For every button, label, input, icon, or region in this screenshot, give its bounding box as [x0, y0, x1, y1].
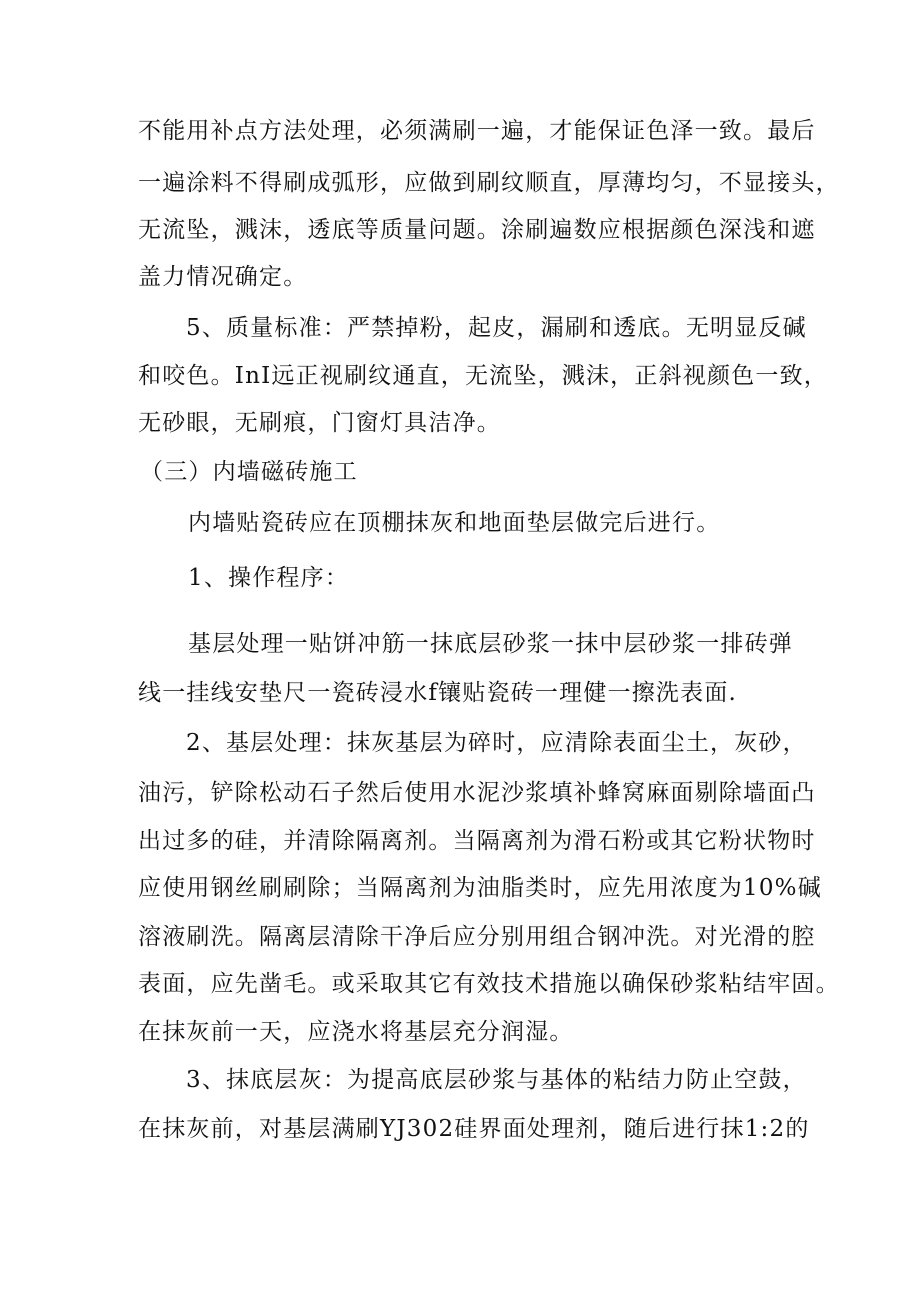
text-line: 内墙贴瓷砖应在顶棚抹灰和地面垫层做完后进行。: [188, 510, 721, 536]
text-line: 不能用补点方法处理，必须满刷一遍，才能保证色泽一致。最后: [138, 118, 816, 144]
text-line: 溶液刷洗。隔离层清除干净后应分别用组合钢冲洗。对光滑的腔: [138, 924, 816, 950]
text-line: 基层处理一贴饼冲筋一抹底层砂浆一抹中层砂浆一排砖弹: [188, 631, 793, 657]
text-line: 应使用钢丝刷刷除；当隔离剂为油脂类时，应先用浓度为10%碱: [138, 875, 822, 901]
text-line: 油污，铲除松动石子然后使用水泥沙浆填补蜂窝麻面剔除墙面凸: [138, 780, 816, 806]
text-line: 一遍涂料不得刷成弧形，应做到刷纹顺直，厚薄均匀，不显接头，: [138, 170, 840, 196]
subheading: 1、操作程序：: [188, 565, 350, 591]
text-line: 表面，应先凿毛。或采取其它有效技术措施以确保砂浆粘结牢固。: [138, 971, 840, 997]
text-line: 在抹灰前，对基层满刷YJ302硅界面处理剂，随后进行抹1:2的: [138, 1116, 810, 1142]
section-heading: （三）内墙磁砖施工: [140, 459, 358, 485]
text-line: 无砂眼，无刷痕，门窗灯具洁净。: [138, 410, 501, 436]
text-line: 3、抹底层灰：为提高底层砂浆与基体的粘结力防止空鼓，: [186, 1067, 807, 1093]
text-line: 2、基层处理：抹灰基层为碎时，应清除表面尘土，灰砂，: [186, 730, 807, 756]
text-line: 和咬色。InI远正视刷纹通直，无流坠，溅沫，正斜视颜色一致，: [138, 363, 828, 389]
text-line: 线一挂线安垫尺一瓷砖浸水f镶贴瓷砖一理健一擦洗表面.: [138, 680, 738, 706]
text-line: 5、质量标准：严禁掉粉，起皮，漏刷和透底。无明显反碱: [186, 315, 807, 341]
text-line: 盖力情况确定。: [138, 264, 308, 290]
text-line: 出过多的硅，并清除隔离剂。当隔离剂为滑石粉或其它粉状物时: [138, 828, 816, 854]
text-line: 在抹灰前一天，应浇水将基层充分润湿。: [138, 1019, 574, 1045]
text-line: 无流坠，溅沫，透底等质量问题。涂刷遍数应根据颜色深浅和遮: [138, 217, 816, 243]
